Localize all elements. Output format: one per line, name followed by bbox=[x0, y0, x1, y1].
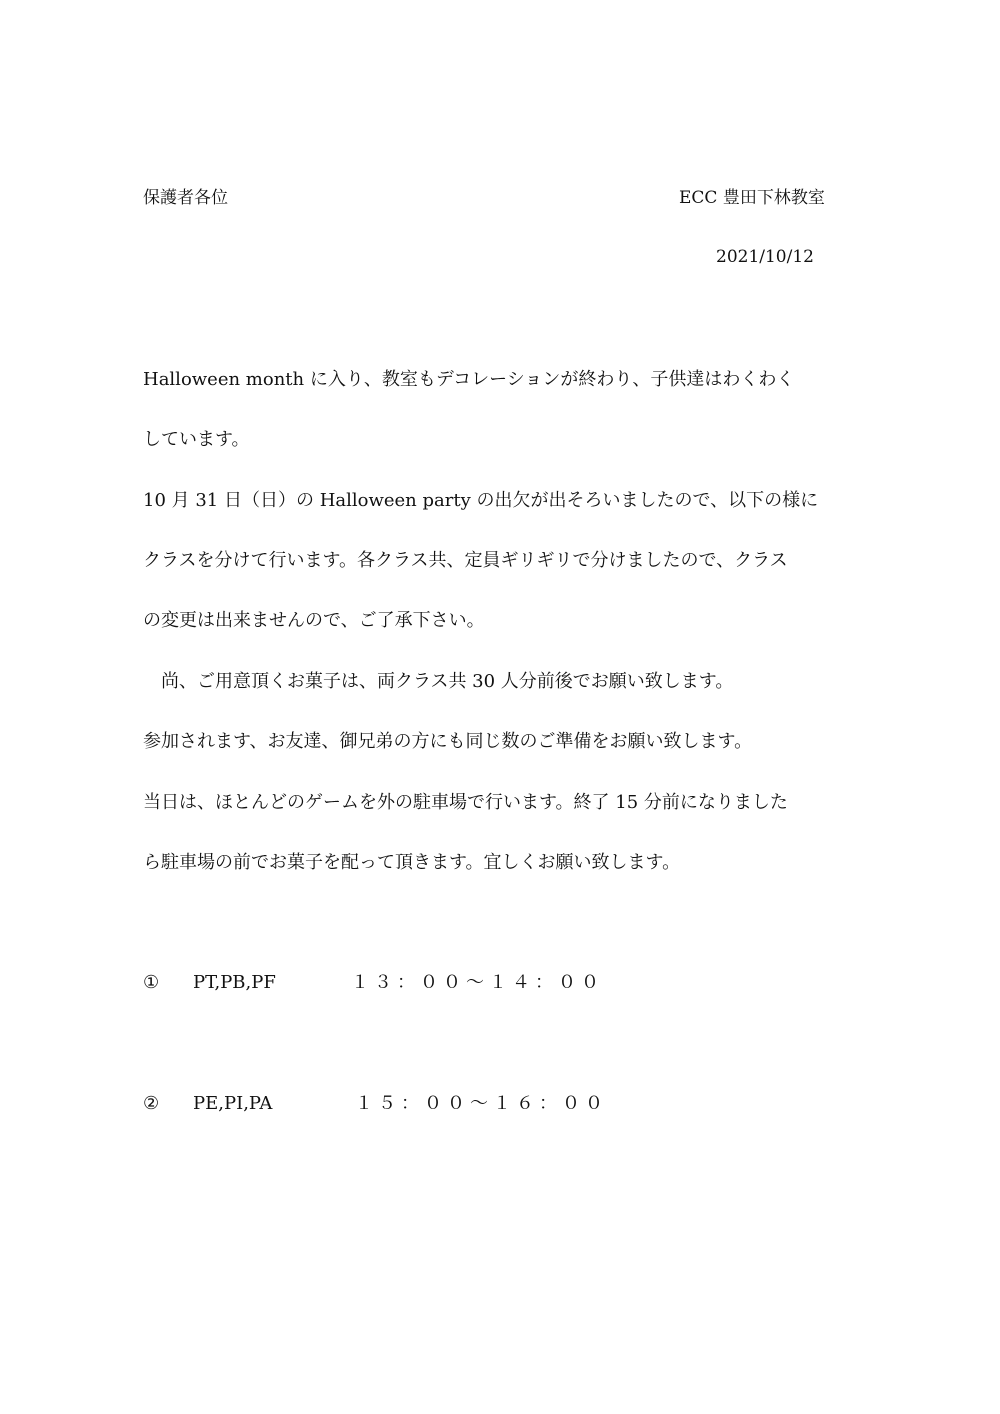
schedule-time: １５：００～１６：００ bbox=[355, 1093, 608, 1114]
schedule-number: ② bbox=[143, 1093, 160, 1114]
body-line: クラスを分けて行います。各クラス共、定員ギリギリで分けましたので、クラス bbox=[143, 550, 788, 571]
body-line: 参加されます、お友達、御兄弟の方にも同じ数のご準備をお願い致します。 bbox=[143, 731, 753, 752]
body-line: ら駐車場の前でお菓子を配って頂きます。宜しくお願い致します。 bbox=[143, 852, 681, 873]
letter-date: 2021/10/12 bbox=[716, 247, 814, 267]
body-line: しています。 bbox=[143, 429, 250, 450]
schedule-item bbox=[143, 969, 743, 997]
sender: ECC 豊田下林教室 bbox=[679, 188, 825, 208]
schedule-classes: PE,PI,PA bbox=[193, 1093, 273, 1114]
body-line: 10 月 31 日（日）の Halloween party の出欠が出そろいましたので、以下の様に bbox=[143, 490, 819, 511]
body-line: Halloween month に入り、教室もデコレーションが終わり、子供達はわくわく bbox=[143, 369, 795, 390]
body-line: 当日は、ほとんどのゲームを外の駐車場で行います。終了 15 分前になりました bbox=[143, 792, 788, 813]
schedule-number: ① bbox=[143, 972, 160, 993]
recipient: 保護者各位 bbox=[143, 188, 228, 208]
body-line: の変更は出来ませんので、ご了承下さい。 bbox=[143, 610, 485, 631]
body-line: 尚、ご用意頂くお菓子は、両クラス共 30 人分前後でお願い致します。 bbox=[143, 671, 734, 692]
schedule-classes: PT,PB,PF bbox=[193, 972, 276, 993]
schedule-item bbox=[143, 1090, 743, 1118]
schedule-time: １３：００～１４：００ bbox=[351, 972, 604, 993]
